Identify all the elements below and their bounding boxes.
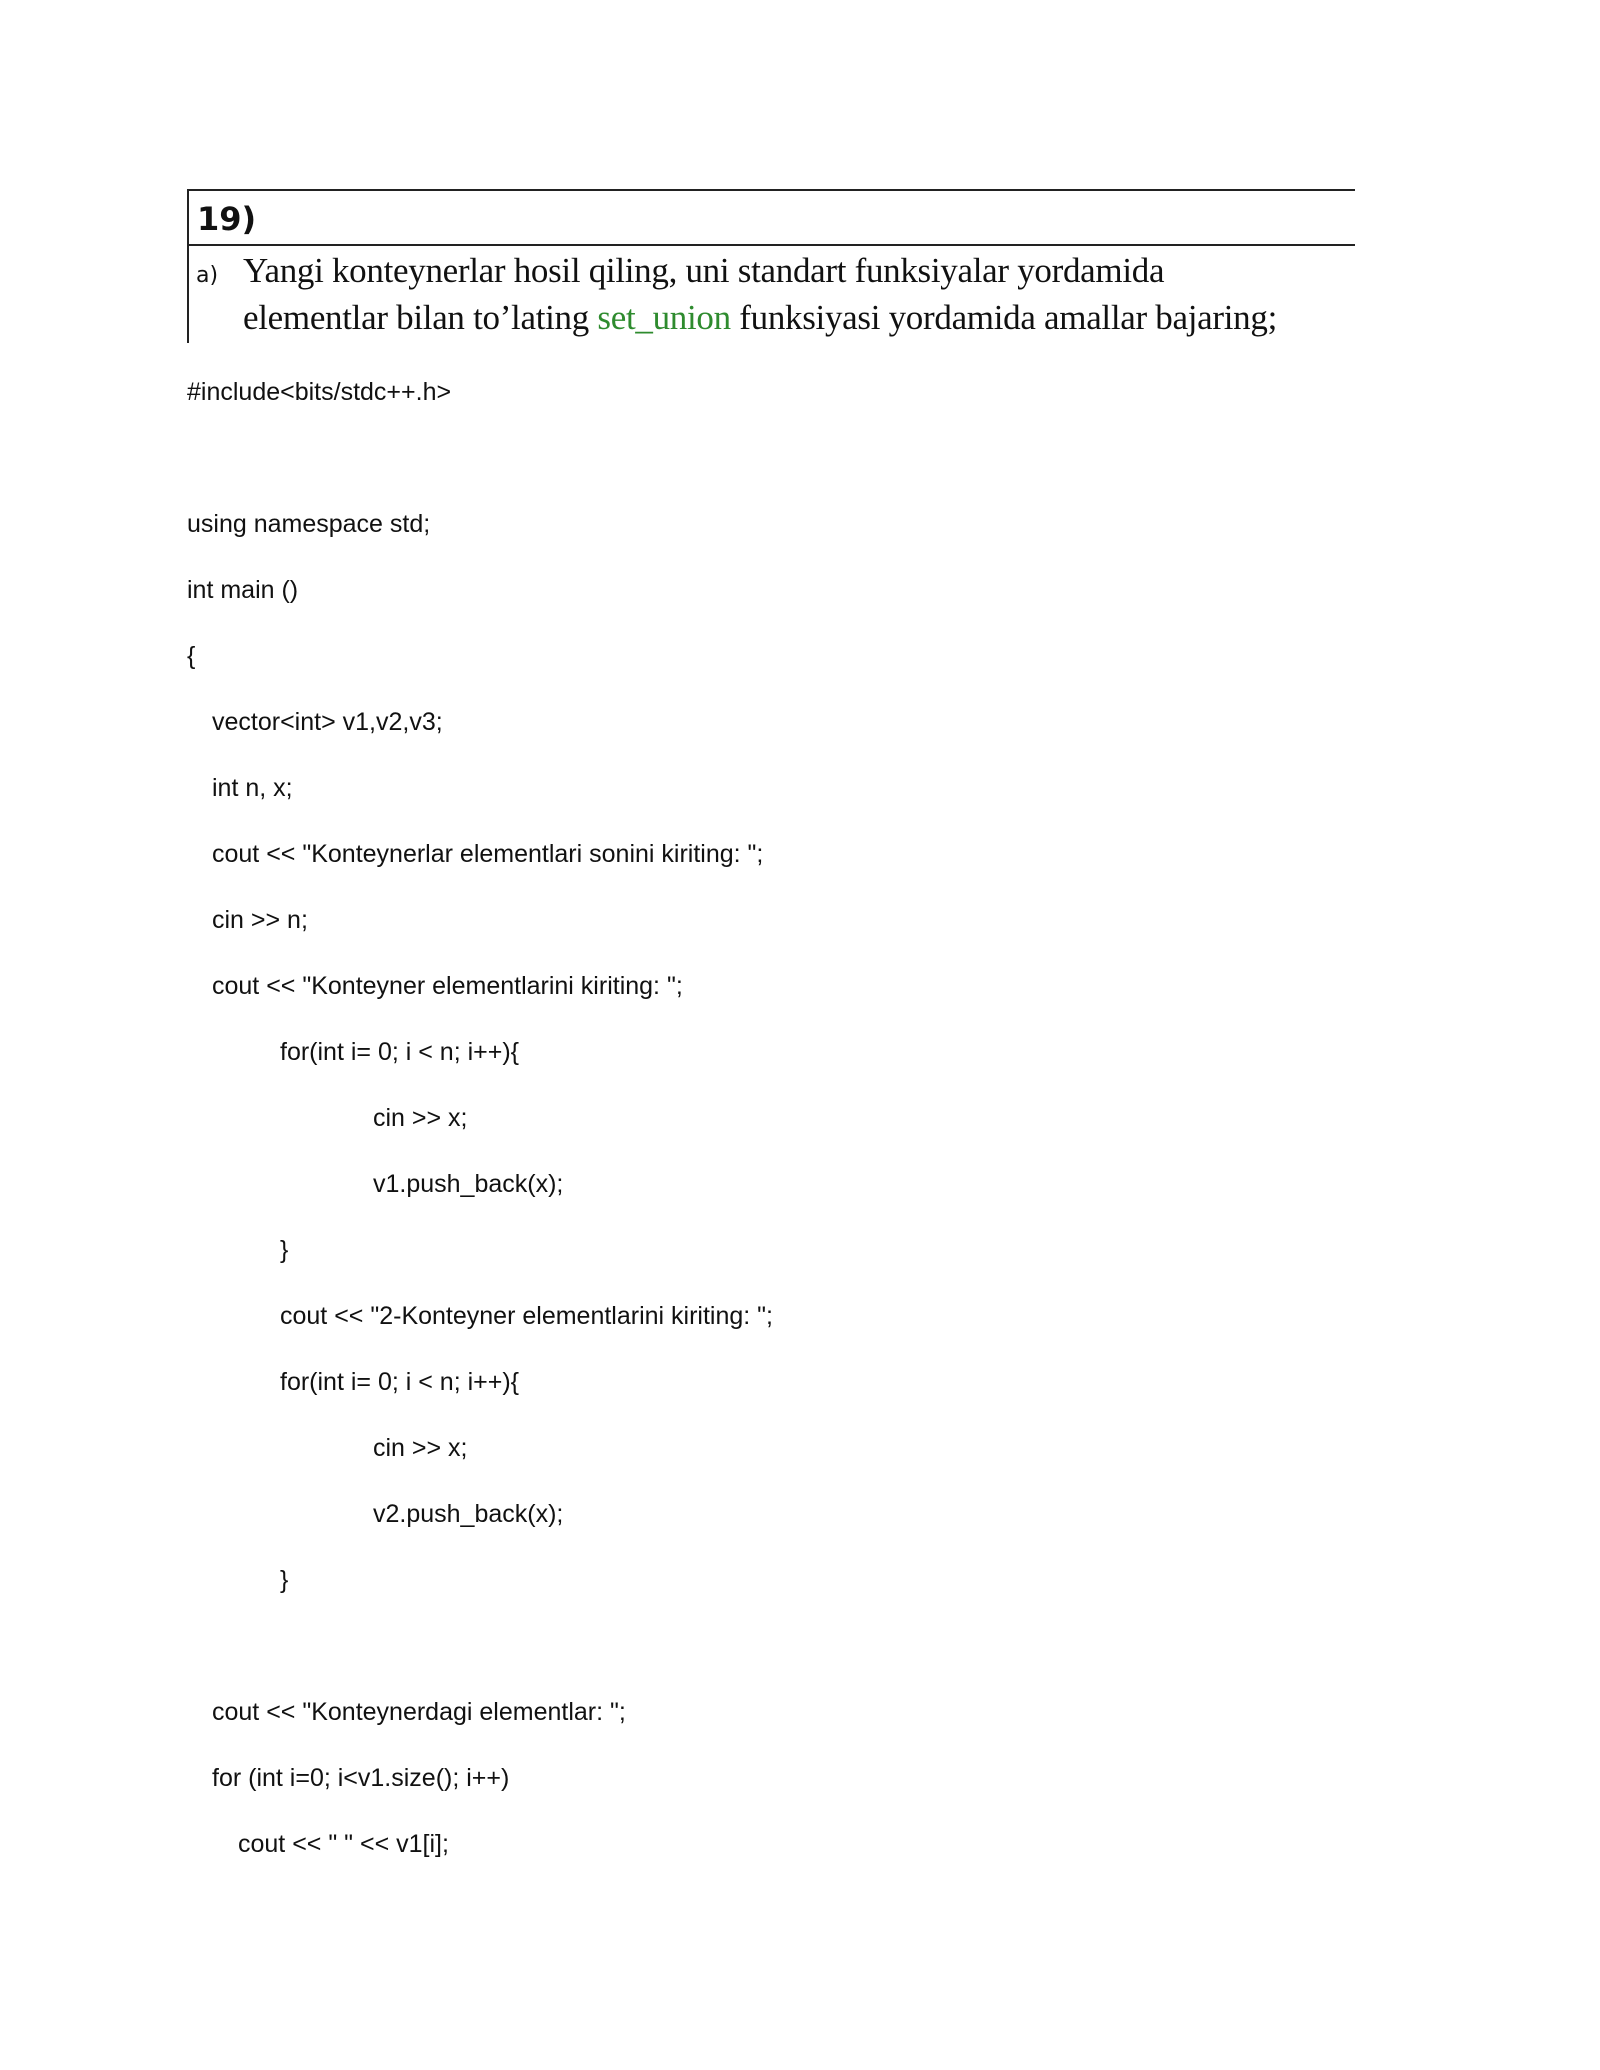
task-text-line-2 bbox=[243, 296, 1277, 340]
code-include: #include<bits/stdc++.h> bbox=[187, 378, 452, 406]
code-for-loop-1: for(int i= 0; i < n; i++){ bbox=[280, 1038, 520, 1066]
task-function-name: set_union bbox=[597, 298, 731, 337]
task-text-before: elementlar bilan to’lating bbox=[243, 298, 598, 337]
code-cout-elements-prompt-1: cout << "Konteyner elementlarini kiriting: "; bbox=[212, 972, 683, 1000]
task-text-line-1: Yangi konteynerlar hosil qiling, uni standart funksiyalar yordamida bbox=[243, 251, 1165, 290]
code-for-loop-2: for(int i= 0; i < n; i++){ bbox=[280, 1368, 520, 1396]
code-int-declaration: int n, x; bbox=[212, 774, 293, 802]
code-cin-n: cin >> n; bbox=[212, 906, 308, 934]
table-left-border bbox=[187, 189, 189, 343]
code-cin-x-1: cin >> x; bbox=[373, 1104, 468, 1132]
table-top-border bbox=[187, 189, 1355, 191]
code-main-signature: int main () bbox=[187, 576, 299, 604]
task-number: 19) bbox=[197, 200, 257, 238]
code-push-back-v1: v1.push_back(x); bbox=[373, 1170, 564, 1198]
code-cout-elements-prompt-2: cout << "2-Konteyner elementlarini kiriting: "; bbox=[280, 1302, 773, 1330]
task-item-letter: a) bbox=[196, 263, 219, 288]
code-push-back-v2: v2.push_back(x); bbox=[373, 1500, 564, 1528]
task-table bbox=[187, 189, 1355, 343]
task-text-after: funksiyasi yordamida amallar bajaring; bbox=[730, 298, 1278, 337]
code-open-brace: { bbox=[187, 642, 196, 670]
code-cin-x-2: cin >> x; bbox=[373, 1434, 468, 1462]
code-vector-declaration: vector<int> v1,v2,v3; bbox=[212, 708, 443, 736]
code-close-brace-1: } bbox=[280, 1236, 289, 1264]
code-cout-result-prompt: cout << "Konteynerdagi elementlar: "; bbox=[212, 1698, 626, 1726]
code-close-brace-2: } bbox=[280, 1566, 289, 1594]
code-cout-count-prompt: cout << "Konteynerlar elementlari sonini kiriting: "; bbox=[212, 840, 764, 868]
code-using-namespace: using namespace std; bbox=[187, 510, 431, 538]
code-for-loop-3: for (int i=0; i<v1.size(); i++) bbox=[212, 1764, 510, 1792]
table-row-divider bbox=[187, 244, 1355, 246]
code-cout-v1-element: cout << " " << v1[i]; bbox=[238, 1830, 449, 1858]
